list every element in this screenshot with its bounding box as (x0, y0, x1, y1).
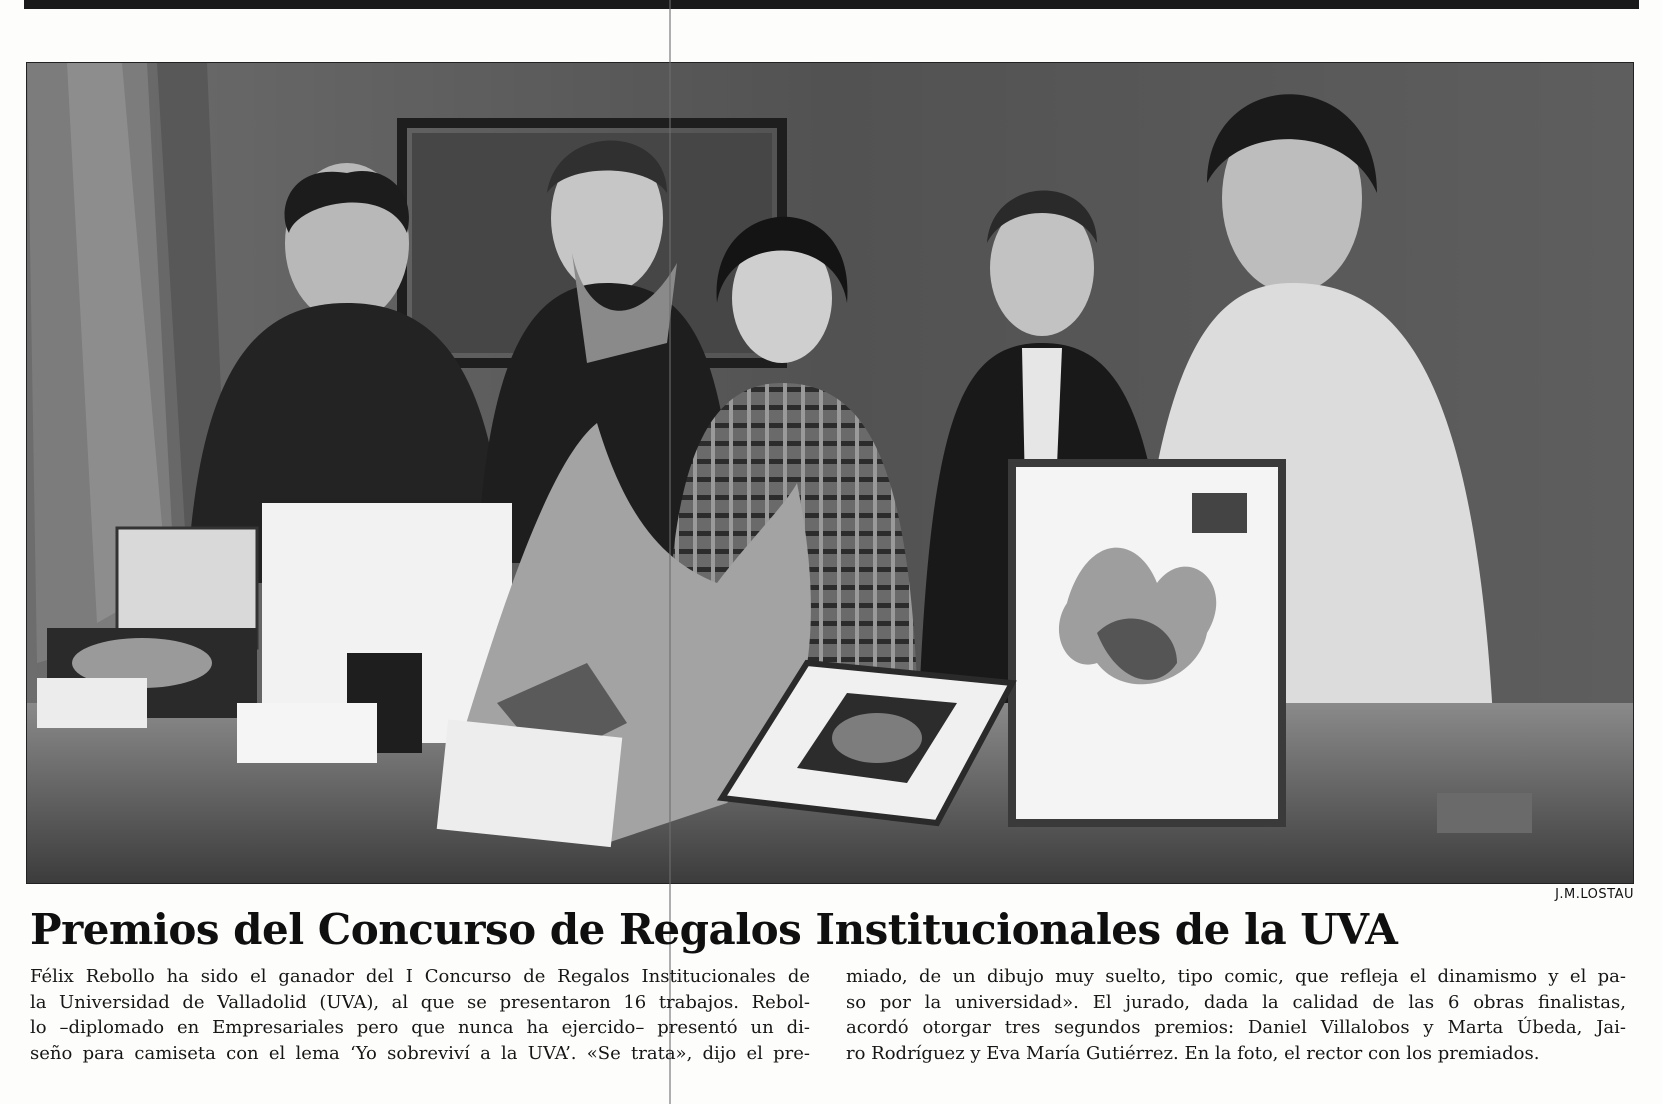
body-line: so por la universidad». El jurado, dada la calidad de las 6 obras finalistas, (846, 991, 1626, 1013)
photo-illustration (27, 63, 1633, 883)
body-line: seño para camiseta con el lema ‘Yo sobreviví a la UVA’. «Se trata», dijo el pre- (30, 1042, 810, 1064)
photo-credit: J.M.LOSTAU (1555, 887, 1634, 902)
headline: Premios del Concurso de Regalos Institucionales de la UVA (30, 905, 1398, 954)
body-line: ro Rodríguez y Eva María Gutiérrez. En la foto, el rector con los premiados. (846, 1042, 1540, 1064)
body-line: lo –diplomado en Empresariales pero que nunca ha ejercido– presentó un di- (30, 1017, 810, 1038)
body-line: la Universidad de Valladolid (UVA), al que se presentaron 16 trabajos. Rebol- (30, 991, 810, 1013)
framed-drawing (1012, 463, 1282, 823)
article-column-right (846, 964, 1626, 1066)
news-photo (26, 62, 1634, 884)
body-line: miado, de un dibujo muy suelto, tipo comic, que refleja el dinamismo y el pa- (846, 966, 1626, 987)
body-line: Félix Rebollo ha sido el ganador del I Concurso de Regalos Institucionales de (30, 966, 810, 987)
body-line: acordó otorgar tres segundos premios: Daniel Villalobos y Marta Úbeda, Jai- (846, 1017, 1626, 1038)
top-rule (24, 0, 1639, 9)
article-column-left (30, 964, 810, 1066)
